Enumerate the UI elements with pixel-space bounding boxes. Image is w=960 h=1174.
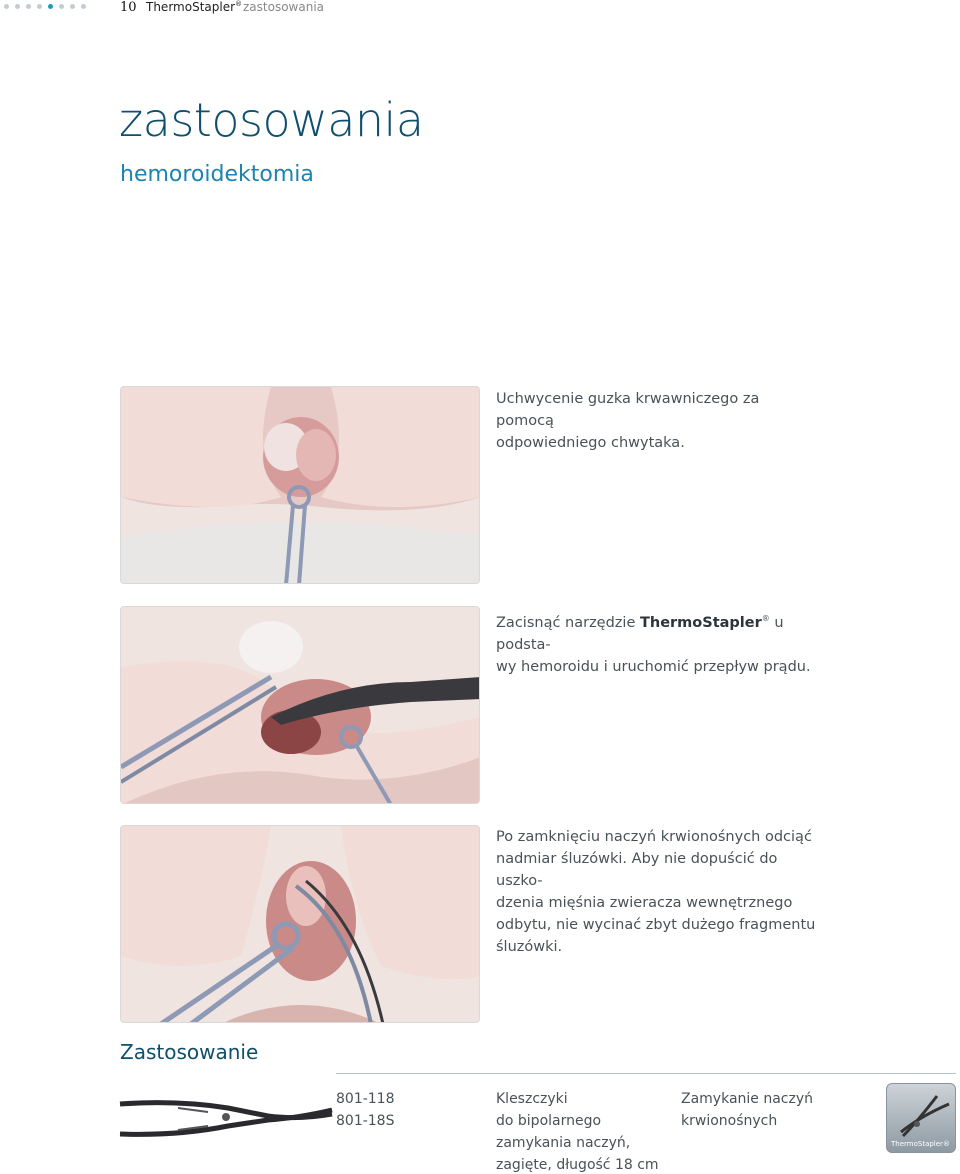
description-line: zamykania naczyń,: [496, 1135, 631, 1151]
header-brand: [146, 0, 242, 14]
function-line: Zamykanie naczyń: [681, 1091, 814, 1107]
step-3-text: [496, 826, 816, 958]
step-2-post: u podsta-: [496, 614, 784, 653]
product-code: 801-18S: [336, 1113, 395, 1129]
step-2-pre: Zacisnąć narzędzie: [496, 614, 640, 631]
page-dots: [4, 4, 86, 9]
description-line: do bipolarnego: [496, 1113, 602, 1129]
step-1-text: [496, 388, 816, 454]
badge-label: ThermoStapler®: [891, 1140, 950, 1148]
function-line: krwionośnych: [681, 1113, 778, 1129]
product-function: [681, 1088, 871, 1132]
description-line: zagięte, długość 18 cm: [496, 1157, 659, 1173]
page-dot: [37, 4, 42, 9]
illustration-clamping: [120, 606, 480, 804]
header-brand-name: ThermoStapler: [146, 0, 236, 14]
product-code: 801-118: [336, 1091, 395, 1107]
page-title: zastosowania: [119, 93, 424, 147]
usage-heading: Zastosowanie: [120, 1040, 259, 1064]
step-2-brand: ThermoStapler: [639, 614, 762, 631]
forceps-icon: [118, 1090, 333, 1148]
step-3-line: dzenia mięśnia zwieracza wewnętrznego: [496, 895, 793, 911]
step-2-text: [496, 608, 816, 678]
page-number: 10: [120, 0, 137, 15]
step-2-line: wy hemoroidu i uruchomić przepływ prądu.: [496, 658, 811, 675]
page-dot: [59, 4, 64, 9]
illustration-grasping: [120, 386, 480, 584]
page-dot-active: [48, 4, 53, 9]
description-line: Kleszczyki: [496, 1091, 568, 1107]
header-section: zastosowania: [243, 0, 325, 14]
step-3-line: śluzówki.: [496, 939, 563, 955]
step-1-line: Uchwycenie guzka krwawniczego za pomocą: [496, 391, 760, 429]
page-dot: [81, 4, 86, 9]
usage-divider: [336, 1073, 956, 1074]
step-3-line: Po zamknięciu naczyń krwionośnych odciąć: [496, 829, 812, 845]
product-codes: [336, 1088, 395, 1132]
page-header: [0, 0, 960, 14]
step-3-line: odbytu, nie wycinać zbyt dużego fragmentu: [496, 917, 816, 933]
step-1-line: odpowiedniego chwytaka.: [496, 435, 685, 451]
step-2-line: [496, 608, 816, 656]
page-dot: [70, 4, 75, 9]
header-brand-mark: ®: [235, 0, 243, 8]
step-3-line: nadmiar śluzówki. Aby nie dopuścić do uszko-: [496, 851, 778, 889]
page-dot: [15, 4, 20, 9]
illustration-cutting: [120, 825, 480, 1023]
step-2-brand-mark: ®: [761, 614, 770, 623]
thermostapler-badge-icon: [886, 1083, 956, 1153]
page-dot: [26, 4, 31, 9]
page-dot: [4, 4, 9, 9]
product-description: [496, 1088, 666, 1174]
page-subtitle: hemoroidektomia: [120, 162, 314, 187]
